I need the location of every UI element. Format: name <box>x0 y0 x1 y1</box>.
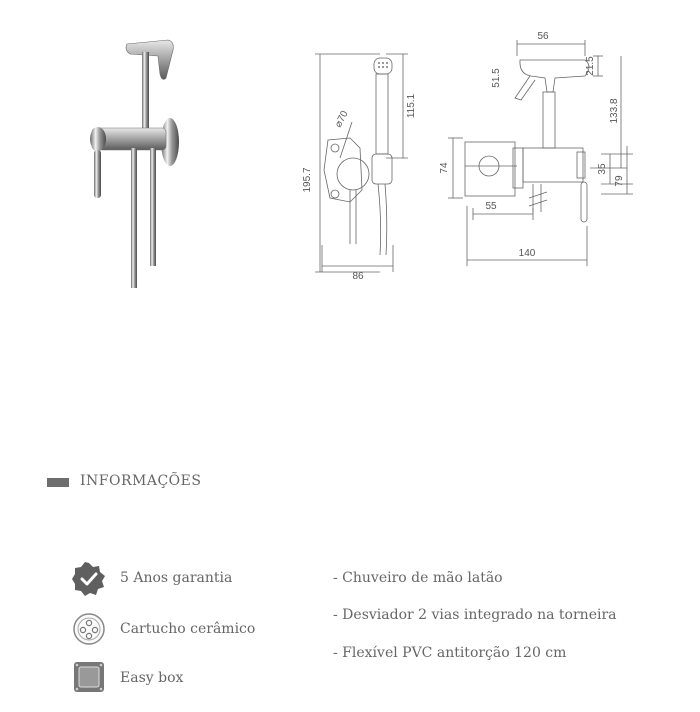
dim-front-height: 133.8 <box>609 98 620 124</box>
dim-side-height: 195.7 <box>302 167 313 193</box>
feature-warranty <box>72 562 302 596</box>
feature-label: Cartucho cerâmico <box>120 621 256 637</box>
dim-front-handle: 51.5 <box>491 68 502 88</box>
dim-front-right2: 79 <box>614 175 625 187</box>
dim-side-diameter: ⌀70 <box>332 109 351 130</box>
feature-cartridge <box>72 612 302 646</box>
spec-item: - Chuveiro de mão latão <box>333 570 503 586</box>
product-photo <box>80 30 190 292</box>
section-title: INFORMAÇÕES <box>80 473 202 489</box>
feature-label: 5 Anos garantia <box>120 570 233 586</box>
spec-item: - Flexível PVC antitorção 120 cm <box>333 645 567 661</box>
front-view-drawing <box>435 26 635 271</box>
badge-check-icon <box>72 562 106 596</box>
section-bar <box>47 478 69 487</box>
dim-front-total: 140 <box>518 248 536 259</box>
feature-label: Easy box <box>120 670 184 686</box>
dim-side-width: 86 <box>352 271 364 280</box>
dim-front-box: 55 <box>485 201 497 212</box>
easy-box-icon <box>72 660 106 694</box>
feature-easybox <box>72 660 302 694</box>
dim-side-spout: 115.1 <box>406 93 417 119</box>
side-view-drawing <box>290 30 430 280</box>
dim-front-top: 56 <box>537 31 549 42</box>
spec-item: - Desviador 2 vias integrado na torneira <box>333 607 617 623</box>
dim-front-left: 74 <box>439 162 450 174</box>
ceramic-cartridge-icon <box>72 612 106 646</box>
dim-front-right1: 35 <box>597 163 608 175</box>
dim-front-topgap: 21.5 <box>585 56 596 76</box>
